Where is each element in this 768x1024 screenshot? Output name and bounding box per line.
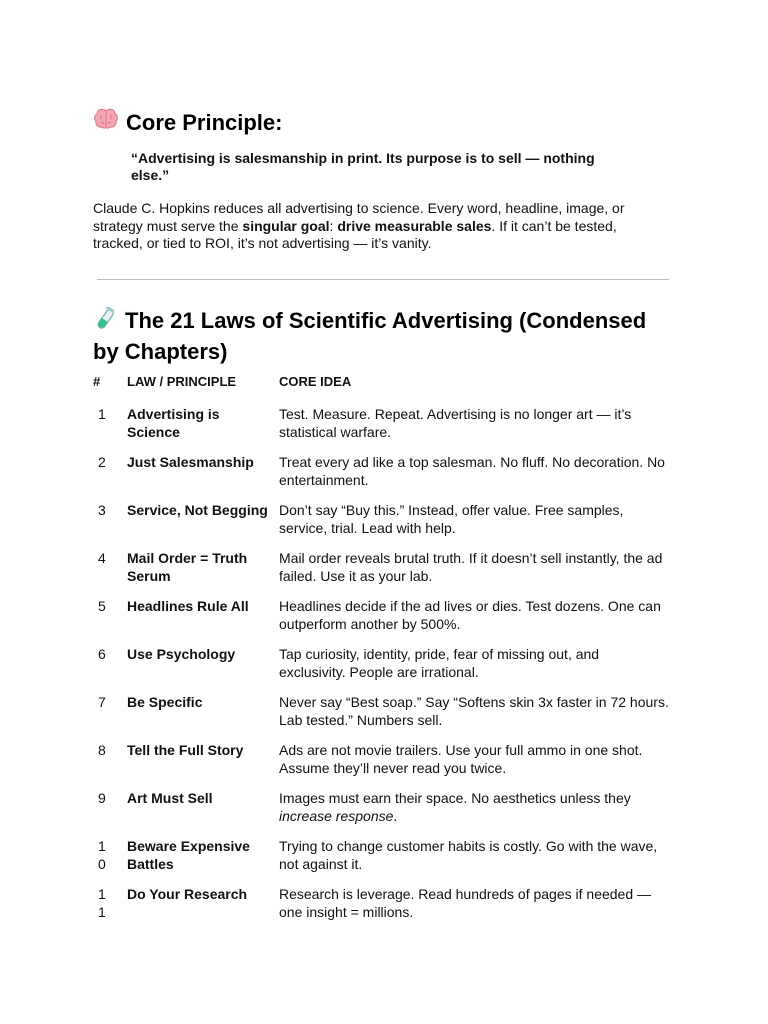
row-law: Art Must Sell: [127, 790, 213, 806]
table-row: [93, 454, 671, 502]
row-law: Be Specific: [127, 694, 203, 710]
table-row: [93, 406, 671, 454]
col-header-law: LAW / PRINCIPLE: [127, 374, 237, 389]
row-law: Beware Expensive Battles: [127, 838, 250, 872]
row-law: Headlines Rule All: [127, 598, 249, 614]
row-num: 11: [98, 886, 106, 920]
laws-heading: [93, 307, 668, 366]
row-law: Service, Not Begging: [127, 502, 268, 518]
row-num: 3: [98, 502, 106, 518]
row-law: Just Salesmanship: [127, 454, 254, 470]
row-num: 1: [98, 406, 106, 422]
row-idea: [279, 790, 671, 838]
table-row: [93, 694, 671, 742]
row-num: 2: [98, 454, 106, 470]
row-idea: Treat every ad like a top salesman. No fluff. No decoration. No entertainment.: [279, 454, 665, 488]
table-header-row: [93, 371, 671, 406]
row-idea-period: .: [393, 807, 398, 824]
row-idea: Ads are not movie trailers. Use your full ammo in one shot. Assume they’ll never read you twice.: [279, 742, 643, 776]
table-row: [93, 502, 671, 550]
row-law: Do Your Research: [127, 886, 248, 902]
row-num: 9: [98, 790, 106, 806]
table-row: [93, 838, 671, 886]
core-principle-heading: [93, 108, 282, 137]
row-num: 10: [98, 838, 106, 872]
row-law: Use Psychology: [127, 646, 236, 662]
laws-table: [93, 371, 671, 934]
intro-bold-1: singular goal: [242, 217, 330, 234]
row-idea: Research is leverage. Read hundreds of pages if needed — one insight = millions.: [279, 886, 652, 920]
core-quote: “Advertising is salesmanship in print. Its purpose is to sell — nothing else.”: [131, 150, 595, 183]
test-tube-icon: [93, 307, 119, 338]
table-row: [93, 742, 671, 790]
row-idea: Mail order reveals brutal truth. If it doesn’t sell instantly, the ad failed. Use it as your lab.: [279, 550, 663, 584]
table-row: [93, 790, 671, 838]
col-header-idea: CORE IDEA: [279, 374, 352, 389]
table-row: [93, 646, 671, 694]
row-idea: Test. Measure. Repeat. Advertising is no longer art — it’s statistical warfare.: [279, 406, 632, 440]
row-idea-text: Images must earn their space. No aesthetics unless they: [279, 790, 631, 806]
row-law: Tell the Full Story: [127, 742, 244, 758]
intro-paragraph: [93, 200, 641, 253]
intro-text-1: Claude C. Hopkins reduces all advertising to science. Every word, headline, image, or strategy must serve the: [93, 200, 625, 234]
row-num: 6: [98, 646, 106, 662]
table-row: [93, 598, 671, 646]
row-idea: Trying to change customer habits is costly. Go with the wave, not against it.: [279, 838, 658, 872]
row-num: 8: [98, 742, 106, 758]
row-idea-emphasis: increase response: [279, 807, 394, 824]
table-row: [93, 550, 671, 598]
intro-bold-2: drive measurable sales: [337, 217, 492, 234]
intro-colon: :: [329, 217, 338, 234]
row-idea: Headlines decide if the ad lives or dies. Test dozens. One can outperform another by 500%.: [279, 598, 661, 632]
row-idea: Tap curiosity, identity, pride, fear of missing out, and exclusivity. People are irrational.: [279, 646, 600, 680]
col-header-num: #: [93, 374, 101, 389]
section-divider: [97, 279, 669, 280]
row-law: Mail Order = Truth Serum: [127, 550, 248, 584]
row-law: Advertising is Science: [127, 406, 220, 440]
core-principle-title: Core Principle:: [126, 109, 283, 135]
intro-text-2: . If it can’t be tested, tracked, or tied to ROI, it’s not advertising — it’s vanity.: [93, 217, 617, 251]
row-idea: Never say “Best soap.” Say “Softens skin 3x faster in 72 hours. Lab tested.” Numbers sell.: [279, 694, 669, 728]
row-num: 5: [98, 598, 106, 614]
row-num: 7: [98, 694, 106, 710]
row-idea: Don’t say “Buy this.” Instead, offer value. Free samples, service, trial. Lead with help.: [279, 502, 624, 536]
row-num: 4: [98, 550, 106, 566]
laws-title: The 21 Laws of Scientific Advertising (Condensed by Chapters): [93, 308, 647, 364]
brain-icon: [93, 108, 121, 137]
table-row: [93, 886, 671, 934]
